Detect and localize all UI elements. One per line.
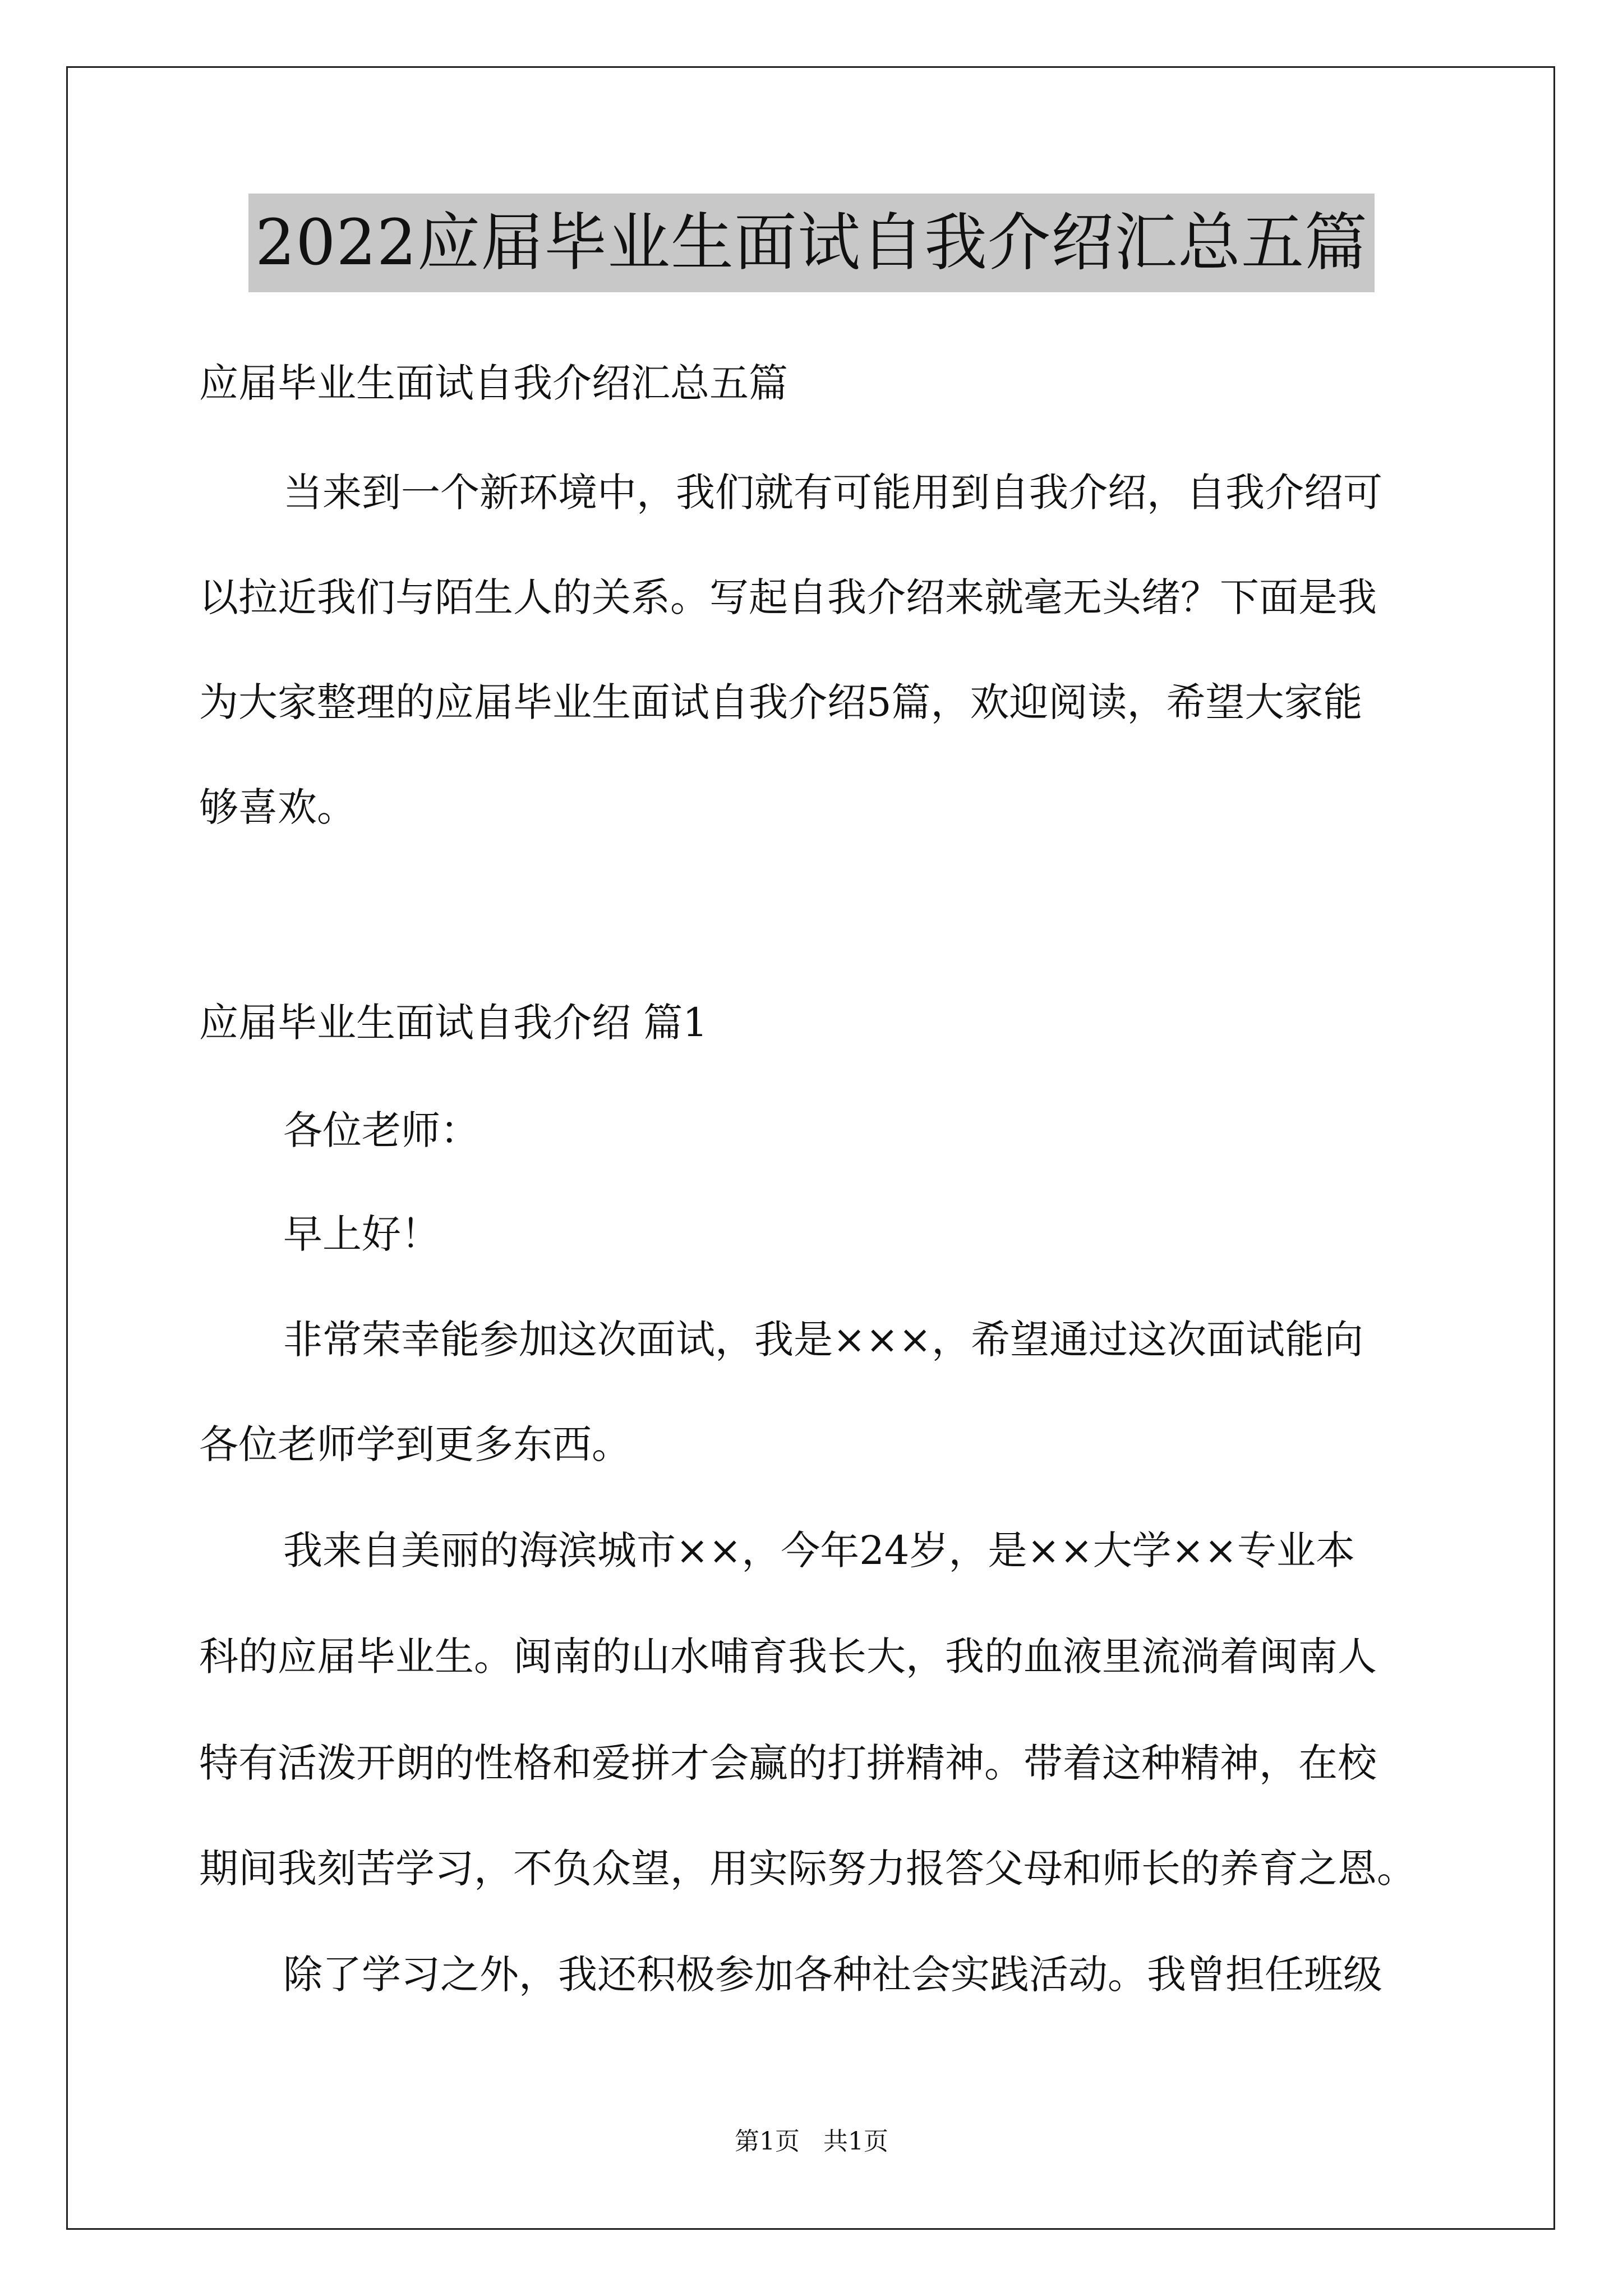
salutation-line: 各位老师： xyxy=(283,1107,479,1153)
document-title-text: 2022应届毕业生面试自我介绍汇总五篇 xyxy=(248,194,1375,292)
section-heading-summary: 应届毕业生面试自我介绍汇总五篇 xyxy=(199,360,788,406)
body-paragraph-2-line-4: 期间我刻苦学习，不负众望，用实际努力报答父母和师长的养育之恩。 xyxy=(199,1846,1416,1892)
section-heading-part-1: 应届毕业生面试自我介绍 篇1 xyxy=(199,1000,708,1046)
body-paragraph-1-line-1: 非常荣幸能参加这次面试，我是×××，希望通过这次面试能向 xyxy=(283,1317,1363,1363)
page-number-label: 第1页 xyxy=(735,2127,800,2156)
intro-paragraph-line-1: 当来到一个新环境中，我们就有可能用到自我介绍，自我介绍可 xyxy=(283,470,1382,516)
intro-paragraph-line-3: 为大家整理的应届毕业生面试自我介绍5篇，欢迎阅读，希望大家能 xyxy=(199,679,1363,725)
greeting-line: 早上好！ xyxy=(283,1211,440,1257)
body-paragraph-3-line-1: 除了学习之外，我还积极参加各种社会实践活动。我曾担任班级 xyxy=(283,1952,1382,1998)
intro-paragraph-line-2: 以拉近我们与陌生人的关系。写起自我介绍来就毫无头绪？下面是我 xyxy=(199,574,1377,620)
body-paragraph-2-line-1: 我来自美丽的海滨城市××，今年24岁，是××大学××专业本 xyxy=(283,1527,1355,1573)
intro-paragraph-line-4: 够喜欢。 xyxy=(199,784,356,830)
body-paragraph-1-line-2: 各位老师学到更多东西。 xyxy=(199,1421,631,1467)
body-paragraph-2-line-2: 科的应届毕业生。闽南的山水哺育我长大，我的血液里流淌着闽南人 xyxy=(199,1634,1377,1680)
body-paragraph-2-line-3: 特有活泼开朗的性格和爱拼才会赢的打拼精神。带着这种精神，在校 xyxy=(199,1740,1377,1786)
page-footer xyxy=(0,2125,1623,2159)
document-title xyxy=(0,194,1623,306)
page-total-label: 共1页 xyxy=(823,2127,888,2156)
